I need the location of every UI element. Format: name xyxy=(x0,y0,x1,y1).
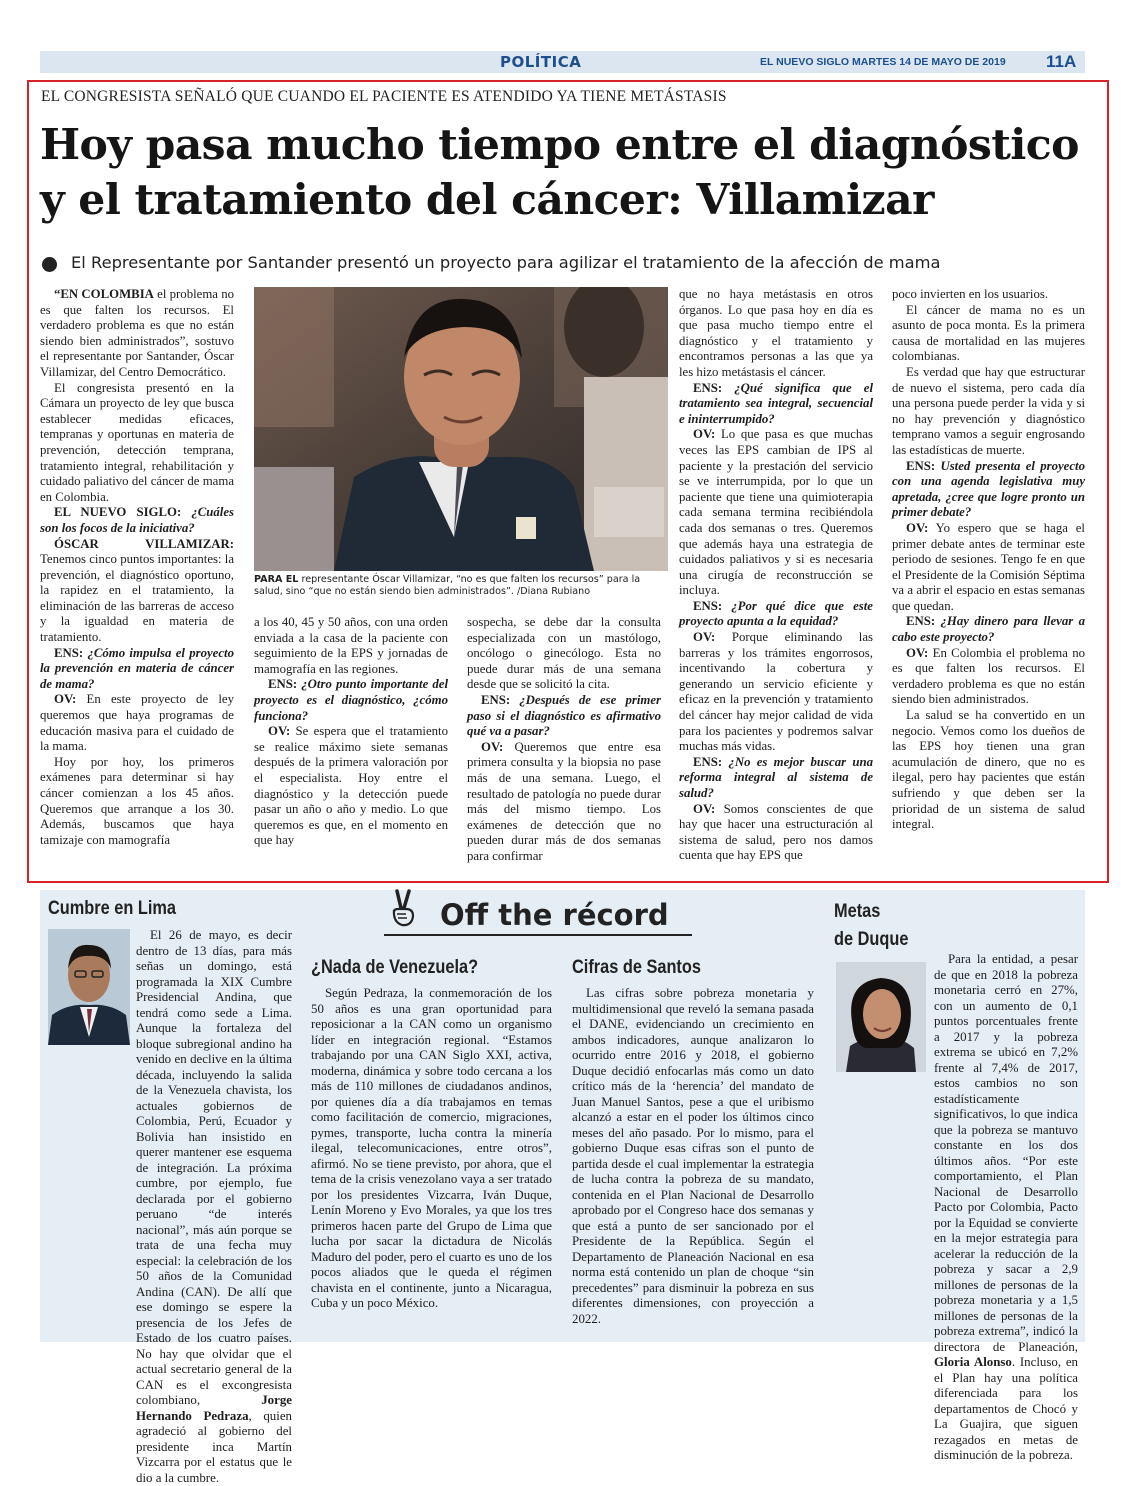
speaker-label: ENS: xyxy=(693,380,723,395)
photo-caption-lead: PARA EL xyxy=(254,574,299,585)
speaker-label: ENS: xyxy=(906,458,936,473)
article-paragraph xyxy=(40,755,234,849)
metas-title-line-1: Metas xyxy=(834,901,881,922)
article-paragraph xyxy=(40,692,234,754)
paragraph-text: El congresista presentó en la Cámara un proyecto de ley que busca establecer medidas eficaces, tempranas y oportunas en materia de prevención, detección temprana, tratamiento integral, rehabilitación y cuidado paliativo del cáncer de mama en Colombia. xyxy=(40,380,234,504)
speaker-label: OV: xyxy=(693,630,716,645)
paragraph-text: El cáncer de mama no es un asunto de poca monta. Es la primera causa de mortalidad en las mujeres colombianas. xyxy=(892,302,1085,364)
paragraph-text: poco invierten en los usuarios. xyxy=(892,287,1049,301)
article-paragraph xyxy=(892,365,1085,459)
speaker-label: ENS: xyxy=(693,754,723,769)
article-kicker: EL CONGRESISTA SEÑALÓ QUE CUANDO EL PACIENTE ES ATENDIDO YA TIENE METÁSTASIS xyxy=(41,88,727,105)
speaker-label: OV: xyxy=(481,739,504,754)
speaker-label: OV: xyxy=(54,692,77,707)
headline-line-1: Hoy pasa mucho tiempo entre el diagnóstico xyxy=(40,120,1079,170)
lima-body xyxy=(48,928,292,1486)
article-paragraph xyxy=(40,287,234,381)
venezuela-text: Según Pedraza, la conmemoración de los 50 años es una gran oportunidad para reposicionar a la CAN como un organismo líder en integración regional. “Estamos trabajando por una CAN Siglo XXI, activa, moderna, dinámica y sobre todo cercana a los más de 110 millones de ciudadanos andinos, por quienes día a día trabajamos en temas como facilitación de comercio, migraciones, pymes, transporte, lucha contra la minería ilegal, telecomunicaciones, entre otros”, afirmó. No se tiene previsto, por ahora, que el tema de la crisis venezolano vaya a ser tratado por los presidentes Vizcarra, Iván Duque, Lenín Moreno y Evo Morales, ya que los tres primeros hacen parte del Grupo de Lima que lucha por sacar la dictadura de Nicolás Maduro del poder, pero el cuarto es uno de los pocos aliados que le queda el régimen chavista en el continente, junto a Nicaragua, Cuba y un poco México. xyxy=(311,986,552,1310)
paragraph-text: Porque eliminando las barreras y los trámites engorrosos, incentivando la cobertura y generando un servicio eficiente y eficaz en la prevención y tratamiento del cáncer hay mejor calidad de vida para los pacientes y podremos salvar muchas más vidas. xyxy=(679,630,873,754)
headline-line-2: y el tratamiento del cáncer: Villamizar xyxy=(40,175,934,225)
speaker-label: OV: xyxy=(906,520,929,535)
metas-body xyxy=(834,952,1078,1464)
article-paragraph xyxy=(679,802,873,864)
article-paragraph xyxy=(40,381,234,506)
paragraph-text: a los 40, 45 y 50 años, con una orden enviada a la casa de la paciente con seguimiento de la EPS y jornadas de mamografía en las regiones. xyxy=(254,615,448,676)
article-paragraph xyxy=(892,614,1085,645)
interview-question: ¿Después de ese primer paso si el diagnóstico es afirmativo qué va a pasar? xyxy=(467,692,661,739)
article-paragraph xyxy=(467,693,661,740)
photo-caption-text: representante Óscar Villamizar, “no es que falten los recursos” para la salud, sino “que no están siendo bien administrados”. /Diana Rubiano xyxy=(254,574,641,598)
paragraph-text: Hoy por hoy, los primeros exámenes para determinar si hay cáncer comienzan a los 45 años. Queremos que arranque a los 30. Además, buscamos que haya tamizaje con mamografía xyxy=(40,754,234,847)
paragraph-text: La salud se ha convertido en un negocio. Vemos como los dueños de las EPS hoy tienen una gran acumulación de dinero, que no es ilegal, pero hay pacientes que están sufriendo y que deben ser la prioridad de un sistema de salud integral. xyxy=(892,708,1085,832)
speaker-label: OV: xyxy=(693,427,716,442)
article-column-4 xyxy=(679,287,873,864)
article-paragraph xyxy=(892,303,1085,365)
lima-title: Cumbre en Lima xyxy=(48,898,177,919)
lima-text: El 26 de mayo, es decir dentro de 13 días, para más señas un domingo, está programada la XIX Cumbre Presidencial Andina, que tendrá como sede a Lima. Aunque la fortaleza del bloque subregional andino ha venido en declive en la última década, incluyendo la salida de la Venezuela chavista, los actuales gobiernos de Colombia, Perú, Ecuador y Bolivia han insistido en querer mantener ese esquema de integración. La próxima cumbre, por ejemplo, fue declarada por el gobierno peruano “de interés nacional”, más aún porque se trata de una fecha muy especial: la celebración de los 50 años de la Comunidad Andina (CAN). De allí que ese domingo se espere la presencia de los Jefes de Estado de los cuatro países. No hay que olvidar que el actual secretario general de la CAN es el excongresista colombiano, xyxy=(136,928,292,1407)
article-column-2 xyxy=(254,615,448,849)
article-paragraph xyxy=(254,677,448,724)
title-rule xyxy=(384,934,692,936)
off-the-record-title: Off the récord xyxy=(440,898,669,932)
speaker-label: EL NUEVO SIGLO: xyxy=(54,505,182,520)
interview-question: ¿Por qué dice que este proyecto apunta a la equidad? xyxy=(679,598,873,629)
metas-bold-name: Gloria Alonso xyxy=(934,1355,1012,1369)
article-paragraph xyxy=(892,287,1085,303)
lima-text-end: , quien agradeció al gobierno del presidente inca Martín Vizcarra por el estatus que le dio a la cumbre. xyxy=(136,1408,292,1485)
speaker-label: ENS: xyxy=(54,645,84,660)
article-paragraph xyxy=(40,537,234,646)
speaker-label: OV: xyxy=(693,801,716,816)
paragraph-text: Tenemos cinco puntos importantes: la prevención, el diagnóstico oportuno, la rapidez en el tratamiento, la eliminación de las barreras de acceso y la igualdad en materia de tratamiento. xyxy=(40,552,234,645)
paragraph-text: Es verdad que hay que estructurar de nuevo el sistema, pero cada día una persona puede perder la vida y si no hay prevención y diagnóstico temprano vamos a seguir engrosando las estadísticas de muerte. xyxy=(892,364,1085,457)
venezuela-title: ¿Nada de Venezuela? xyxy=(311,957,479,978)
interview-question: ¿Cuáles son los focos de la iniciativa? xyxy=(40,505,234,535)
speaker-label: ENS: xyxy=(268,677,298,692)
paragraph-text: Lo que pasa es que muchas veces las EPS cambian de IPS al paciente y la prestación del servicio se ve interrumpida, por lo que un paciente que tiene una quimioterapia cada semana termina recibiéndola cada dos semanas o tres. Queremos que además haya una estrategia de cuidados paliativos y si es necesaria una cirugía de reconstrucción se incluya. xyxy=(679,427,873,598)
interview-question: Usted presenta el proyecto con una agenda legislativa muy apretada, ¿cree que logre pronto un primer debate? xyxy=(892,458,1085,520)
article-column-1 xyxy=(40,287,234,848)
paragraph-text: Somos conscientes de que hay que hacer una estructuración al sistema de salud, pero nos damos cuenta que hay EPS que xyxy=(679,801,873,863)
villamizar-photo xyxy=(254,287,668,571)
paragraph-text: sospecha, se debe dar la consulta especializada con un mastólogo, oncólogo o ginecólogo. Esta no puede durar más de una semana desde que se solicitó la cita. xyxy=(467,615,661,692)
article-paragraph xyxy=(40,505,234,536)
article-paragraph xyxy=(679,755,873,802)
paragraph-text: que no haya metástasis en otros órganos. Lo que pasa hoy en día es que pasa mucho tiempo entre el diagnóstico y el tratamiento y encontramos personas a las que ya les hizo metástasis el cáncer. xyxy=(679,287,873,379)
article-paragraph xyxy=(892,521,1085,615)
photo-caption xyxy=(254,574,668,599)
speaker-label: ENS: xyxy=(693,598,723,613)
article-column-3 xyxy=(467,615,661,865)
article-paragraph xyxy=(892,708,1085,833)
venezuela-body xyxy=(311,986,552,1312)
metas-text: Para la entidad, a pesar de que en 2018 la pobreza monetaria cerró en 27%, con un aumento de 0,1 puntos porcentuales frente a 2017 y la pobreza extrema se ubicó en 7,2% frente al 7,4% de 2017, estos cambios no son estadísticamente significativos, lo que indica que la pobreza se mantuvo constante en los dos últimos años. “Por este comportamiento, el Plan Nacional de Desarrollo Pacto por Colombia, Pacto por la Equidad se convierte en la mejor estrategia para acelerar la reducción de la pobreza y sacar a 2,9 millones de personas de la pobreza monetaria y a 1,5 millones de personas de la pobreza extrema”, indicó la directora de Planeación, xyxy=(934,952,1078,1354)
speaker-label: ENS: xyxy=(906,614,936,629)
article-headline xyxy=(40,118,1090,228)
article-paragraph xyxy=(892,459,1085,521)
paragraph-text: En Colombia el problema no es que falten los recursos. El verdadero problema es que no están siendo bien administrados. xyxy=(892,645,1085,707)
article-paragraph xyxy=(679,630,873,755)
metas-text-end: . Incluso, en el Plan hay una política diferenciada para los departamentos de Chocó y La Guajira, que siguen rezagados en metas de disminución de la pobreza. xyxy=(934,1355,1079,1462)
interview-question: ¿Qué significa que el tratamiento sea integral, secuencial e ininterrumpido? xyxy=(679,380,873,426)
paragraph-text: el problema no es que falten los recursos. El verdadero problema es que no están siendo bien administrados”, sostuvo el representante por Santander, Óscar Villamizar, del Centro Democrático. xyxy=(40,287,234,379)
interview-question: ¿Hay dinero para llevar a cabo este proyecto? xyxy=(892,614,1085,645)
article-paragraph xyxy=(254,615,448,677)
speaker-label: “EN COLOMBIA xyxy=(54,287,154,301)
interview-question: ¿No es mejor buscar una reforma integral al sistema de salud? xyxy=(679,754,873,800)
speaker-label: ENS: xyxy=(481,692,511,707)
lima-bold-name: Jorge Hernando Pedraza xyxy=(136,1393,292,1423)
speaker-label: OV: xyxy=(906,645,929,660)
paragraph-text: Se espera que el tratamiento se realice máximo siete semanas después de la primera valoración por el especialista. Hoy entre el diagnóstico y la detección puede pasar un año o año y medio. Lo que queremos es que, en el momento en que hay xyxy=(254,724,448,848)
metas-title-line-2: de Duque xyxy=(834,929,909,950)
page-number: 11A xyxy=(1046,52,1077,71)
paragraph-text: En este proyecto de ley queremos que haya programas de educación masiva para el cuidado de la mama. xyxy=(40,692,234,754)
interview-question: ¿Otro punto importante del proyecto es el diagnóstico, ¿cómo funciona? xyxy=(254,677,448,723)
santos-body xyxy=(572,986,814,1327)
santos-title: Cifras de Santos xyxy=(572,957,701,978)
article-paragraph xyxy=(467,740,661,865)
villamizar-photo-illustration xyxy=(254,287,668,571)
metas-title xyxy=(834,898,908,954)
interview-question: ¿Cómo impulsa el proyecto la prevención en materia de cáncer de mama? xyxy=(40,645,234,691)
article-column-5 xyxy=(892,287,1085,833)
speaker-label: OV: xyxy=(268,724,291,739)
newspaper-dateline: EL NUEVO SIGLO MARTES 14 DE MAYO DE 2019 xyxy=(760,56,1006,68)
santos-text: Las cifras sobre pobreza monetaria y multidimensional que reveló la semana pasada el DANE, evidenciando un crecimiento en ambos indicadores, aunque analizaron lo ocurrido entre 2016 y 2018, el gobierno Duque decidió enfocarlas más como un dato crítico más de la ‘herencia’ del mandato de Juan Manuel Santos, pese a que el uribismo alcanzó a estar en el poder los últimos cinco meses del año pasado. Por lo mismo, para el gobierno Duque esas cifras son el punto de partida desde el cual implementar la estrategia de lucha contra la pobreza de su mandato, contenida en el Plan Nacional de Desarrollo aprobado por el Congreso hace dos semanas y que está a punto de ser sancionado por el Presidente de la República. Según el Departamento de Planeación Nacional en esa norma está contenido un plan de choque “sin precedentes” para disminuir la pobreza en sus diferentes dimensiones, con proyección a 2022. xyxy=(572,986,814,1326)
article-paragraph xyxy=(679,287,873,381)
section-label: POLÍTICA xyxy=(500,53,582,71)
victory-hand-icon xyxy=(388,888,418,928)
article-paragraph xyxy=(467,615,661,693)
bullet-icon xyxy=(42,257,57,272)
article-subheadline: El Representante por Santander presentó un proyecto para agilizar el tratamiento de la afección de mama xyxy=(71,253,941,272)
article-paragraph xyxy=(254,724,448,849)
paragraph-text: Yo espero que se haga el primer debate antes de terminar este periodo de sesiones. Tengo fe en que el Presidente de la Comisión Séptima va a abrir el espacio en estas semanas que quedan. xyxy=(892,520,1085,613)
article-paragraph xyxy=(679,427,873,599)
article-paragraph xyxy=(892,646,1085,708)
speaker-label: ÓSCAR VILLAMIZAR: xyxy=(54,536,234,551)
article-paragraph xyxy=(679,381,873,428)
paragraph-text: Queremos que entre esa primera consulta y la biopsia no pase más de una semana. Luego, el resultado de patología no puede durar más del mismo tiempo. Los exámenes de detección que no pueden durar más de dos semanas para confirmar xyxy=(467,739,661,863)
article-paragraph xyxy=(40,646,234,693)
article-paragraph xyxy=(679,599,873,630)
